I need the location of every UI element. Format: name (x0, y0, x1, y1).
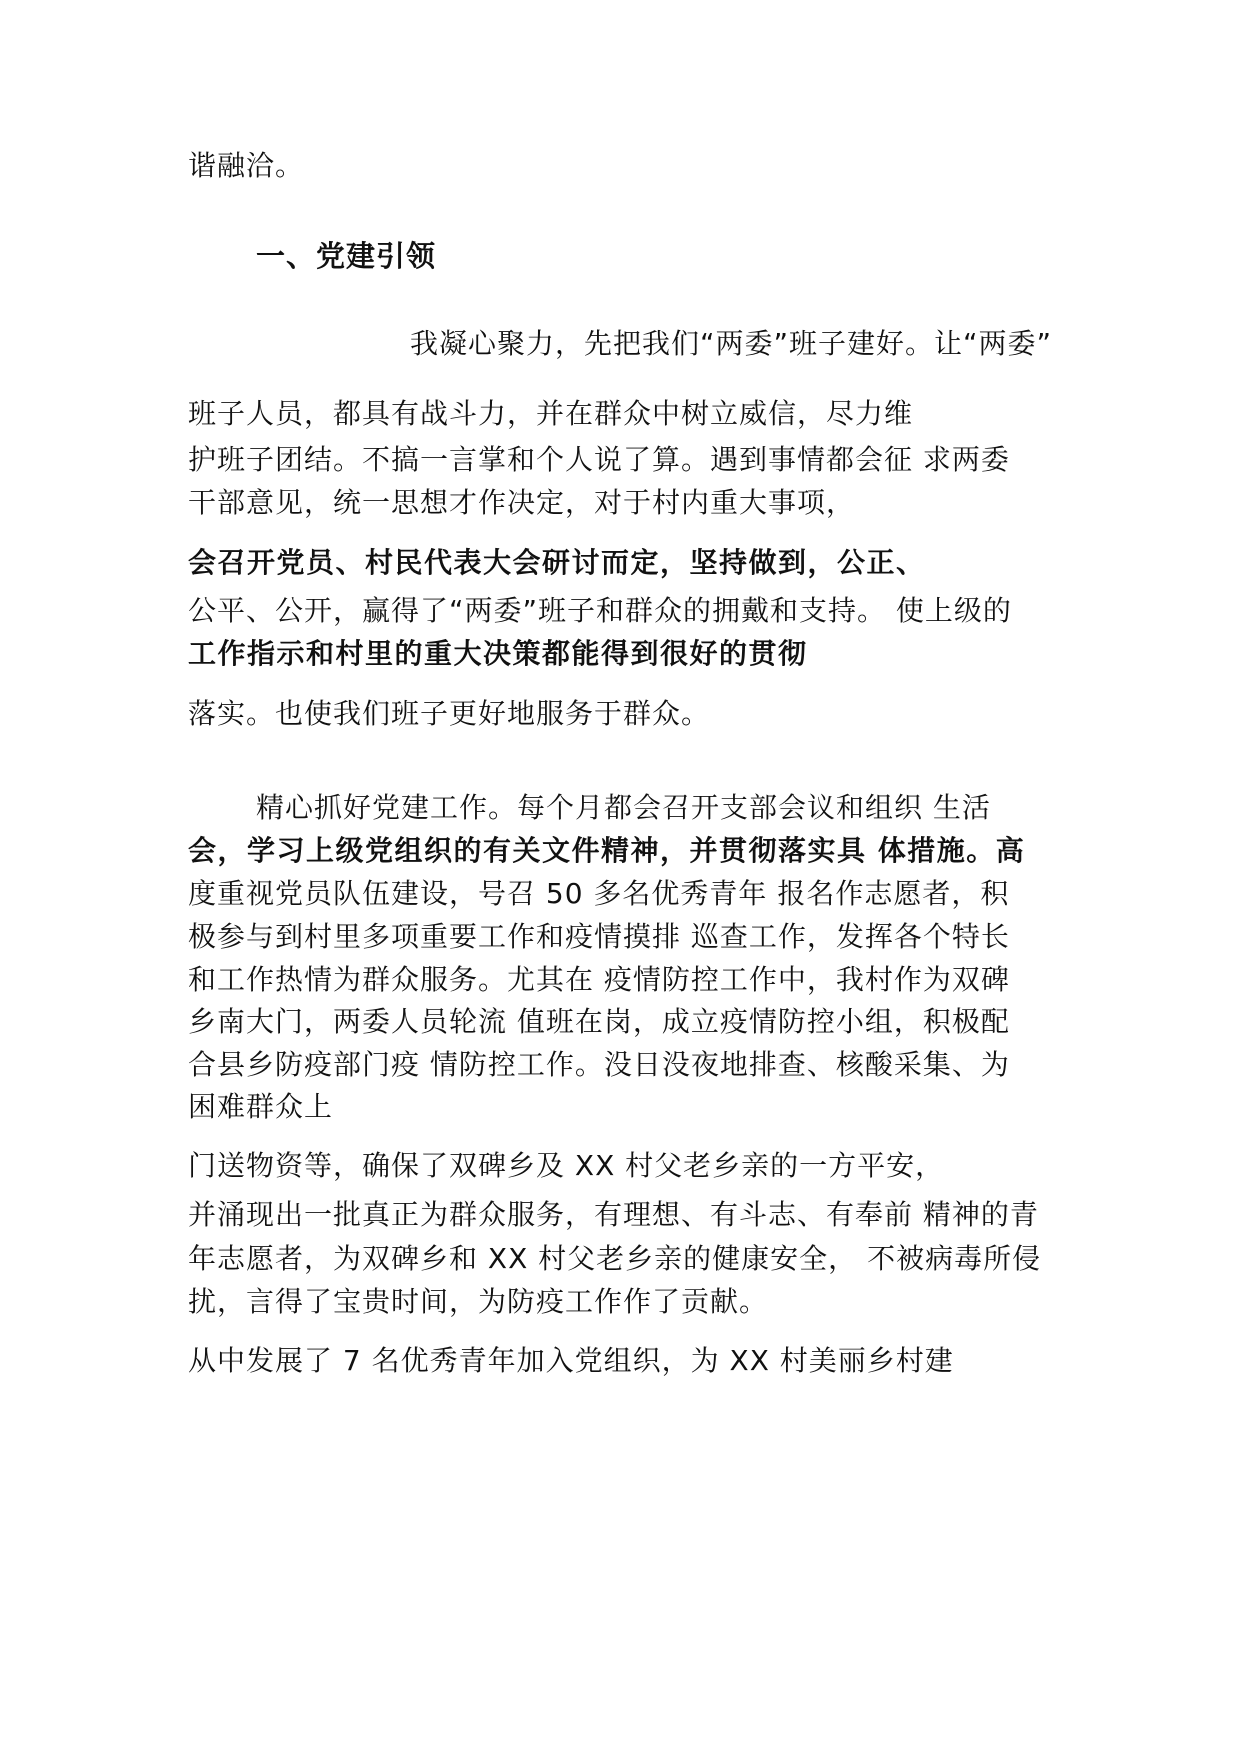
paragraph-a-line-4: 干部意见，统一思想才作决定，对于村内重大事项， (188, 486, 856, 519)
paragraph-a-line-3: 护班子团结。不搞一言掌和个人说了算。遇到事情都会征 求两委 (188, 443, 1010, 476)
paragraph-a-line-2: 班子人员，都具有战斗力，并在群众中树立威信，尽力维 (188, 397, 914, 430)
paragraph-b-line-6: 乡南大门，两委人员轮流 值班在岗，成立疫情防控小组，积极配 (188, 1005, 1010, 1038)
paragraph-a-line-7: 工作指示和村里的重大决策都能得到很好的贯彻 (188, 637, 808, 670)
paragraph-b-line-11: 年志愿者，为双碑乡和 XX 村父老乡亲的健康安全， 不被病毒所侵 (188, 1242, 1042, 1275)
paragraph-b-line-8: 困难群众上 (188, 1090, 334, 1123)
paragraph-a-line-5: 会召开党员、村民代表大会研讨而定，坚持做到，公正、 (188, 546, 926, 579)
paragraph-b-line-9: 门送物资等，确保了双碑乡及 XX 村父老乡亲的一方平安， (188, 1149, 945, 1182)
paragraph-b-line-3: 度重视党员队伍建设，号召 50 多名优秀青年 报名作志愿者，积 (188, 877, 1010, 910)
paragraph-b-line-5: 和工作热情为群众服务。尤其在 疫情防控工作中，我村作为双碑 (188, 963, 1010, 996)
paragraph-b-line-12: 扰，言得了宝贵时间，为防疫工作作了贡献。 (188, 1285, 769, 1318)
paragraph-b-line-13: 从中发展了 7 名优秀青年加入党组织，为 XX 村美丽乡村建 (188, 1344, 954, 1377)
section-heading: 一、党建引领 (256, 239, 437, 273)
paragraph-a-line-6: 公平、公开，赢得了“两委”班子和群众的拥戴和支持。 使上级的 (188, 594, 1012, 627)
paragraph-b-line-2: 会，学习上级党组织的有关文件精神，并贯彻落实具 体措施。高 (188, 834, 1026, 867)
paragraph-b-line-7: 合县乡防疫部门疫 情防控工作。没日没夜地排查、核酸采集、为 (188, 1048, 1010, 1081)
paragraph-b-line-4: 极参与到村里多项重要工作和疫情摸排 巡查工作，发挥各个特长 (188, 920, 1010, 953)
paragraph-a-line-8: 落实。也使我们班子更好地服务于群众。 (188, 697, 711, 730)
paragraph-b-line-1: 精心抓好党建工作。每个月都会召开支部会议和组织 生活 (256, 791, 991, 824)
paragraph-a-line-1: 我凝心聚力，先把我们“两委”班子建好。让“两委” (410, 327, 1053, 360)
top-continuation-text: 谐融洽。 (188, 149, 305, 182)
paragraph-b-line-10: 并涌现出一批真正为群众服务，有理想、有斗志、有奉前 精神的青 (188, 1198, 1039, 1231)
